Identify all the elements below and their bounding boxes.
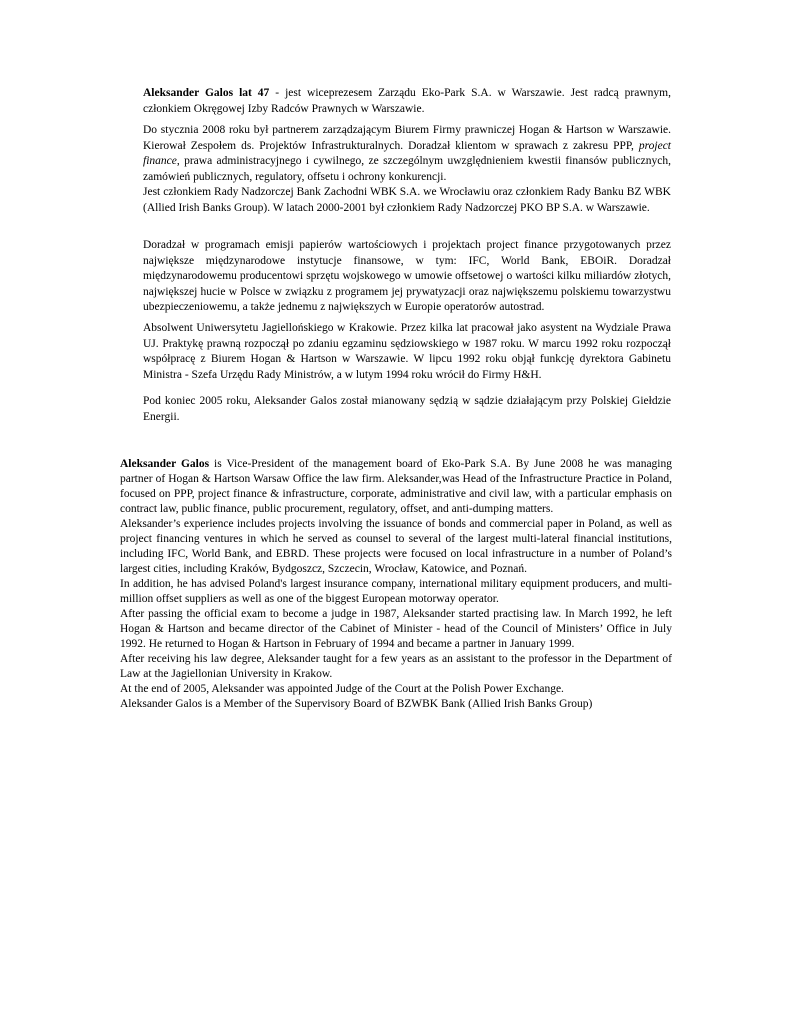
polish-career-text: Do stycznia 2008 roku był partnerem zarządzającym Biurem Firmy prawniczej Hogan & Hartson w Warszawie. Kierował Zespołem ds. Projektów Infrastrukturalnych. Doradzał klientom w sprawach z zakresu PPP, bbox=[143, 124, 671, 152]
english-section bbox=[120, 457, 672, 712]
polish-paragraph-3 bbox=[143, 185, 671, 216]
polish-paragraph-1 bbox=[143, 86, 671, 117]
polish-paragraph-4 bbox=[143, 238, 671, 316]
polish-education-text: Absolwent Uniwersytetu Jagiellońskiego w Krakowie. Przez kilka lat pracował jako asystent na Wydziale Prawa UJ. Praktykę prawną rozpoczął po zdaniu egzaminu sędziowskiego w 1987 roku. W marcu 1992 roku rozpoczął współpracę z Biurem Hogan & Hartson w Warszawie. W lipcu 1992 roku objął funkcję dyrektora Gabinetu Ministra - Szefa Urzędu Rady Ministrów, a w lutym 1994 roku wrócił do Firmy H&H. bbox=[143, 322, 671, 381]
polish-board-text: Jest członkiem Rady Nadzorczej Bank Zachodni WBK S.A. we Wrocławiu oraz członkiem Rady Banku BZ WBK (Allied Irish Banks Group). W latach 2000-2001 był członkiem Rady Nadzorczej PKO BP S.A. w Warszawie. bbox=[143, 186, 671, 214]
english-paragraph-4: After passing the official exam to become a judge in 1987, Aleksander started practising law. In March 1992, he left Hogan & Hartson and became director of the Cabinet of Minister - head of the Council of Ministers’ Office in July 1992. He returned to Hogan & Hartson in February of 1994 and became a partner in January 1999. bbox=[120, 608, 672, 650]
polish-judge-text: Pod koniec 2005 roku, Aleksander Galos został mianowany sędzią w sądzie działającym przy Polskiej Giełdzie Energii. bbox=[143, 395, 671, 423]
polish-advisory-text: Doradzał w programach emisji papierów wartościowych i projektach project finance przygotowanych przez największe międzynarodowe instytucje finansowe, w tym: IFC, World Bank, EBOiR. Doradzał międzynarodowemu producentowi sprzętu wojskowego w umowie offsetowej o wartości kilku miliardów złotych, największej hucie w Polsce w związku z programem jej prywatyzacji oraz największemu polskiemu towarzystwu ubezpieczeniowemu, a także jednemu z największych w Europie operatorów autostrad. bbox=[143, 239, 671, 314]
english-paragraph-1 bbox=[120, 457, 672, 517]
english-paragraph-6: At the end of 2005, Aleksander was appointed Judge of the Court at the Polish Power Exchange. bbox=[120, 683, 564, 695]
english-paragraph-3: In addition, he has advised Poland's largest insurance company, international military equipment producers, and multi-million offset suppliers as well as one of the biggest European motorway operator. bbox=[120, 578, 672, 605]
polish-project-finance-italic: project finance bbox=[143, 139, 671, 168]
english-name: Aleksander Galos bbox=[120, 458, 210, 470]
english-intro-text: is Vice-President of the management board of Eko-Park S.A. By June 2008 he was managing partner of Hogan & Hartson Warsaw Office the law firm. Aleksander,was Head of the Infrastructure Practice in Poland, focused on PPP, project finance & infrastructure, corporate, administrative and civil law, with a particular emphasis on contract law, public finance, public procurement, regulatory, offset, and anti-dumping matters. bbox=[120, 458, 672, 515]
polish-paragraph-6 bbox=[143, 394, 671, 425]
english-paragraph-5: After receiving his law degree, Aleksander taught for a few years as an assistant to the professor in the Department of Law at the Jagiellonian University in Krakow. bbox=[120, 653, 672, 680]
polish-paragraph-5 bbox=[143, 321, 671, 383]
polish-intro-text: - jest wiceprezesem Zarządu Eko-Park S.A. w Warszawie. Jest radcą prawnym, członkiem Okręgowej Izby Radców Prawnych w Warszawie. bbox=[143, 87, 671, 115]
english-paragraph-2: Aleksander’s experience includes projects involving the issuance of bonds and commercial paper in Poland, as well as project financing ventures in which he served as counsel to several of the largest multi-lateral financial institutions, including IFC, World Bank, and EBRD. These projects were focused on local infrastructure in a number of Poland’s largest cities, including Kraków, Bydgoszcz, Szczecin, Wrocław, Katowice, and Poznań. bbox=[120, 518, 672, 575]
english-paragraph-7: Aleksander Galos is a Member of the Supervisory Board of BZWBK Bank (Allied Irish Banks Group) bbox=[120, 698, 593, 710]
polish-paragraph-2 bbox=[143, 123, 671, 185]
polish-name-age: Aleksander Galos lat 47 bbox=[143, 87, 270, 99]
polish-career-text-end: , prawa administracyjnego i cywilnego, ze szczególnym uwzględnieniem kwestii finansów publicznych, zamówień publicznych, regulatory, offsetu i ochrony konkurencji. bbox=[143, 155, 671, 183]
